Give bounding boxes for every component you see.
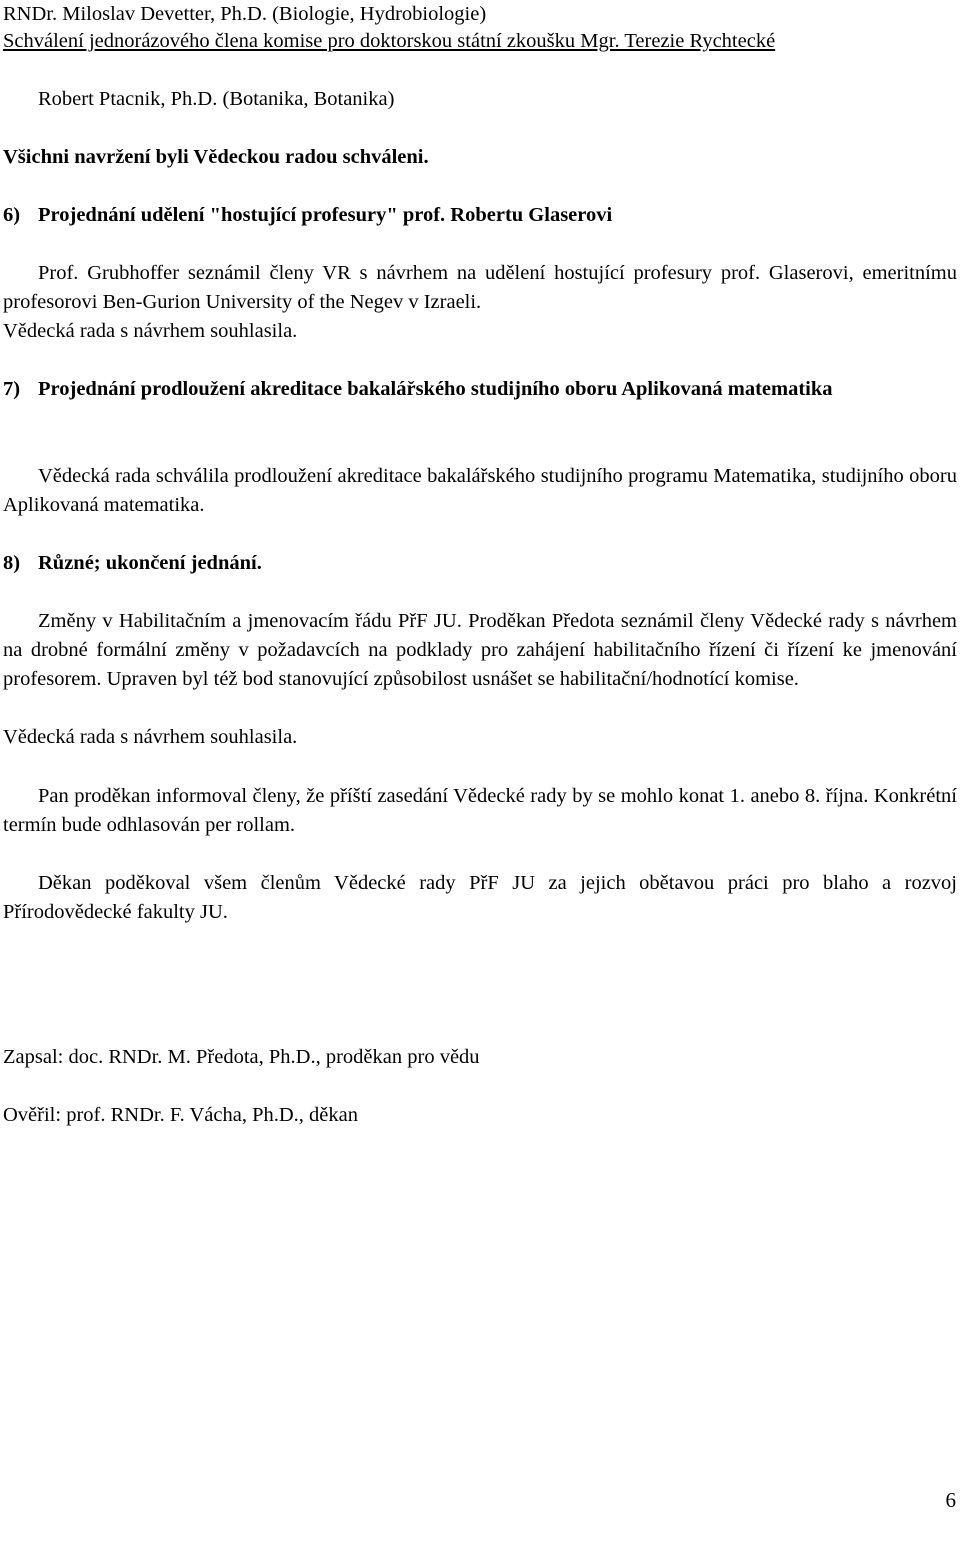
item-8-number: 8) [3,552,21,574]
item-6-body: Prof. Grubhoffer seznámil členy VR s návrhem na udělení hostující profesury prof. Glaserovi, emeritnímu profesorovi Ben-Gurion University of the Negev v Izraeli. [3,262,957,313]
item-6-number: 6) [3,204,21,226]
item-7-title: Projednání prodloužení akreditace bakalářského studijního oboru Aplikovaná matematika [38,378,833,400]
item-7-body: Vědecká rada schválila prodloužení akreditace bakalářského studijního programu Matematika, studijního oboru Aplikovaná matematika. [3,465,957,516]
item-8-title: Různé; ukončení jednání. [38,552,262,574]
item-8-paragraph-changes: Změny v Habilitačním a jmenovacím řádu PřF JU. Proděkan Předota seznámil členy Vědecké rady s návrhem na drobné formální změny v požadavcích na podklady pro zahájení habilitačního řízení či řízení ke jmenování profesorem. Upraven byl též bod stanovující způsobilost usnášet se habilitační/hodnotící komise. [3,610,957,690]
item-8-heading [3,549,957,578]
item-7-heading [3,375,957,404]
item-8-paragraph-thanks: Děkan poděkoval všem členům Vědecké rady PřF JU za jejich obětavou práci pro blaho a rozvoj Přírodovědecké fakulty JU. [3,872,957,923]
item-8-paragraph-next-meeting: Pan proděkan informoval členy, že příští zasedání Vědecké rady by se mohlo konat 1. anebo 8. října. Konkrétní termín bude odhlasován per rollam. [3,785,957,836]
recorded-by: Zapsal: doc. RNDr. M. Předota, Ph.D., proděkan pro vědu [3,1046,480,1068]
item-6-title: Projednání udělení "hostující profesury" prof. Robertu Glaserovi [38,204,613,226]
all-approved-statement: Všichni navržení byli Vědeckou radou schváleni. [3,146,429,168]
approval-link[interactable]: Schválení jednorázového člena komise pro doktorskou státní zkoušku Mgr. Terezie Rychtecké [3,30,776,52]
verified-by: Ověřil: prof. RNDr. F. Vácha, Ph.D., děkan [3,1104,358,1126]
item-7-number: 7) [3,378,21,400]
committee-member-devetter: RNDr. Miloslav Devetter, Ph.D. (Biologie, Hydrobiologie) [3,3,487,25]
item-8-changes-result: Vědecká rada s návrhem souhlasila. [3,726,298,748]
page-number: 6 [945,1488,956,1512]
item-6-heading [3,201,957,230]
committee-member-ptacnik: Robert Ptacnik, Ph.D. (Botanika, Botanika) [38,88,395,110]
item-6-result: Vědecká rada s návrhem souhlasila. [3,320,298,342]
